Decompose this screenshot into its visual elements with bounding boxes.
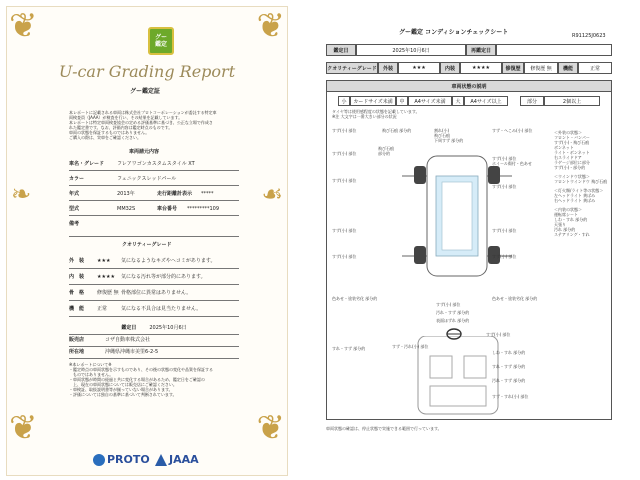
size-small-desc: カードサイズ未満 xyxy=(350,96,396,106)
side-note: すず(小)・飛び石痕 xyxy=(554,140,590,145)
row-label: 走行距離計表示 xyxy=(157,191,193,197)
notes xyxy=(69,362,213,397)
damage-callout: すず・すれ(小) 部位 xyxy=(492,394,529,399)
car-topview-diagram xyxy=(392,146,522,286)
damage-callout: すず・へこみ(小) 部位 xyxy=(492,128,533,133)
row-label: カラー xyxy=(69,176,85,182)
steering-wheel-icon xyxy=(446,326,462,342)
side-note: フロントウインドウ 飛び石痕 xyxy=(554,179,608,184)
intro-text xyxy=(69,110,249,140)
row-value: 2013年 xyxy=(117,191,135,197)
damage-callout: すず(小) 部位 xyxy=(332,151,357,156)
goo-badge-icon xyxy=(148,27,174,55)
damage-callout: すれ・すず 部分的 xyxy=(332,346,366,351)
proto-mark-icon xyxy=(93,454,105,466)
addr-label: 所在地 xyxy=(69,349,85,355)
damage-callout: すず(小) 部位 xyxy=(332,128,357,133)
side-note: 左ヘッドライト 黄ばみ xyxy=(554,193,596,198)
footer-note: 車両状態の確認は、停止状態で実施できる範囲で行っています。 xyxy=(326,426,442,431)
grade-stars: ★★★ xyxy=(97,257,111,264)
size-large-desc: A4サイズ以上 xyxy=(464,96,508,106)
damage-callout: すず(小) 部位 xyxy=(486,332,511,337)
side-note: ボンネット xyxy=(554,145,574,150)
intro-line: 本レポートに記載される車両は株式会社プロトコーポレーションが委託する特定車 xyxy=(69,110,217,115)
ext-value: ★★★ xyxy=(398,62,440,74)
corner-ornament-icon: ❦ xyxy=(256,408,285,448)
notes-title: ※本レポートについて※ xyxy=(69,362,112,367)
side-ornament-icon: ❧ xyxy=(11,180,32,208)
legend-note2: ※注 大文字は一番大きい部分の状況 xyxy=(332,114,397,119)
row-label: 車台番号 xyxy=(157,206,178,212)
damage-callout: しわ・すれ 部分的 xyxy=(492,350,526,355)
jaaa-mark-icon xyxy=(155,454,167,466)
manage-label: 再鑑定日 xyxy=(466,44,496,56)
damage-callout: 汚れ・すず 部分的 xyxy=(492,378,526,383)
row-value: MM32S xyxy=(117,205,136,212)
grade-label: 機 能 xyxy=(69,306,85,312)
intro-line: れた鑑定書です。なお、評価内容は鑑定時点のものです。 xyxy=(69,125,173,130)
row-value: *********109 xyxy=(187,205,220,212)
grade-desc: 気になる不具合は見当たりません。 xyxy=(121,306,202,312)
side-note: フロント・バンパー xyxy=(554,135,590,140)
grade-label: 内 装 xyxy=(69,274,85,280)
note-line: ものではありません。 xyxy=(69,372,114,377)
side-notes xyxy=(554,130,610,237)
row-label: 年式 xyxy=(69,191,80,197)
side-note: ＜ウインドウ状態＞ xyxy=(554,174,590,179)
func-label: 機能 xyxy=(558,62,578,74)
repair-label: 修復歴 xyxy=(502,62,524,74)
row-year xyxy=(69,187,239,201)
side-note: しわ・すれ 部分的 xyxy=(554,217,588,222)
grade-frame xyxy=(69,285,239,301)
damage-callout: すれ・すず 部分的 xyxy=(492,364,526,369)
side-note: ＜灯火類/ライト等の状態＞ xyxy=(554,188,604,193)
intro-line: 車両の状態を保証するものではありません。 xyxy=(69,130,150,135)
shop-value: コザ自動車株式会社 xyxy=(105,337,151,343)
size-small: 小 xyxy=(338,96,350,106)
sheet-title: グー鑑定 コンディションチェックシート xyxy=(399,29,509,36)
row-value: フェニックスレッドパール xyxy=(117,176,177,182)
size-medium-desc: A4サイズ未満 xyxy=(408,96,452,106)
badge-text: グー 鑑定 xyxy=(154,34,167,48)
date-value: 2025年10月6日 xyxy=(356,44,466,56)
side-note: 右スライドドア xyxy=(554,155,582,160)
grade-interior xyxy=(69,269,239,285)
grade-stars: ★★★★ xyxy=(97,273,115,280)
row-label: 型式 xyxy=(69,206,80,212)
note-line: ・鑑定時点の車両状態を示すものであり、その後の状態の変化や品質を保証する xyxy=(69,367,213,372)
cert-title: グー鑑定証 xyxy=(130,88,161,95)
repair-value: 修復歴 無 xyxy=(524,62,558,74)
shop-label: 販売店 xyxy=(69,337,85,343)
section-quality: クオリティーグレード xyxy=(122,242,172,248)
damage-callout: 色あせ・塗装劣化 部分的 xyxy=(332,296,378,301)
damage-callout: すず(小) 部位 xyxy=(332,178,357,183)
side-note: ラゲージ部位に部分 xyxy=(554,160,590,165)
row-value: フレアワゴンカスタムスタイル XT xyxy=(117,161,195,167)
grade-desc: 気になるようなキズやヘコミがあります。 xyxy=(121,258,216,264)
side-note: ライト・ボンネット xyxy=(554,150,590,155)
damage-callout: 割れ(小) 飛び石痕 下周すず 部分的 xyxy=(434,128,464,143)
grade-stars: 修復歴 無 xyxy=(97,290,119,296)
damage-callout: 表面ほずれ 部分的 xyxy=(436,318,470,323)
damage-callout: すず(小) 部位 xyxy=(332,254,357,259)
grade-desc: 骨格部位に異常はありません。 xyxy=(121,290,192,296)
row-label: 備考 xyxy=(69,221,80,227)
int-value: ★★★★ xyxy=(460,62,502,74)
size-large: 大 xyxy=(452,96,464,106)
size-medium: 中 xyxy=(396,96,408,106)
quality-label: クオリティーグレード xyxy=(326,62,378,74)
corner-ornament-icon: ❦ xyxy=(256,6,285,46)
jaaa-logo xyxy=(155,453,199,466)
cert-number: R91125J0623 xyxy=(572,33,606,39)
report-title: U-car Grading Report xyxy=(58,62,236,81)
side-note: 汚れ 部分的 xyxy=(554,227,576,232)
condition-sheet xyxy=(296,6,634,476)
side-note: 右ヘッドライト 黄ばみ xyxy=(554,198,596,203)
note-line: 上、現在の車両状態については販売店にご確認ください。 xyxy=(69,382,177,387)
row-model xyxy=(69,202,239,216)
damage-callout: すず(小) 部位 xyxy=(332,228,357,233)
manage-value xyxy=(496,44,612,56)
damage-callout: すず・汚れ(小) 部位 xyxy=(392,344,429,349)
note-line: ・評価については独自の基準に基づいて判断されています。 xyxy=(69,392,177,397)
row-color xyxy=(69,172,239,186)
side-note: 天張り xyxy=(554,222,566,227)
damage-callout: すず(小) 部位 xyxy=(492,254,517,259)
section-vehicle: 車両請元内容 xyxy=(129,149,160,155)
grade-stars: 正常 xyxy=(97,306,108,312)
damage-callout: 色あせ・塗装劣化 部分的 xyxy=(492,296,538,301)
damage-callout: 飛び石痕 部分的 xyxy=(378,146,394,156)
grade-desc: 気になる汚れ等が部分的にあります。 xyxy=(121,274,206,280)
addr-value: 沖縄県沖縄市美里6-2-5 xyxy=(105,349,159,355)
grade-label: 外 装 xyxy=(69,258,85,264)
damage-callout: すず(小) 部位 ホイール傷付・色あせ xyxy=(492,156,532,166)
side-note: ステアリング・すれ xyxy=(554,232,590,237)
grade-exterior xyxy=(69,253,239,269)
side-note: 運転席シート xyxy=(554,212,578,217)
date-label: 鑑定日 xyxy=(326,44,356,56)
row-label: 車名・グレード xyxy=(69,161,105,167)
damage-callout: 飛び石痕 部分的 xyxy=(382,128,412,133)
intro-line: ご購入の際は、実車をご確認ください。 xyxy=(69,135,141,140)
corner-ornament-icon: ❦ xyxy=(9,408,38,448)
side-note: すず(小)・部分的 xyxy=(554,165,586,170)
int-label: 内装 xyxy=(440,62,460,74)
date-label: 鑑定日 xyxy=(121,325,137,331)
legend-note: タイヤ等は使用感程度の状態を記載しています。 xyxy=(332,109,420,114)
jaaa-text: JAAA xyxy=(169,453,199,466)
side-ornament-icon: ☙ xyxy=(261,180,283,208)
damage-callout: すず(小) 部位 xyxy=(436,302,461,307)
damage-callout: 汚れ・すず 部分的 xyxy=(436,310,470,315)
size-partial: 部分 xyxy=(520,96,544,106)
proto-text: PROTO xyxy=(107,453,150,466)
grade-function xyxy=(69,301,239,317)
proto-logo xyxy=(93,453,150,466)
row-value: ***** xyxy=(201,190,214,197)
address-row xyxy=(69,345,239,359)
intro-line: 両検査員（JAAA）が検査を行い、その結果を記載しています。 xyxy=(69,115,183,120)
func-value: 正常 xyxy=(578,62,612,74)
corner-ornament-icon: ❦ xyxy=(9,6,38,46)
side-note: ＜外装の状態＞ xyxy=(554,130,582,135)
damage-callout: すず(小) 部位 xyxy=(492,228,517,233)
note-line: ・車検証、取扱説明書等が揃っていない場合があります。 xyxy=(69,387,173,392)
damage-callout: すず(小) 部位 xyxy=(492,184,517,189)
date-value: 2025年10月6日 xyxy=(149,325,187,331)
row-remarks xyxy=(69,217,239,237)
side-note: ＜内装の状態＞ xyxy=(554,207,582,212)
intro-line: 本レポートは特定車両検査協会の定める評価基準に基づき、公正な立場で作成さ xyxy=(69,120,213,125)
row-car-name xyxy=(69,157,239,171)
ext-label: 外装 xyxy=(378,62,398,74)
grade-label: 骨 格 xyxy=(69,290,85,296)
grading-certificate xyxy=(6,6,288,476)
condition-title: 車両状態の説明 xyxy=(326,80,612,92)
size-multiple: 2個以上 xyxy=(544,96,600,106)
note-line: ・車両状態が時間の経過と共に変化する場合があるため、鑑定日をご確認の xyxy=(69,377,205,382)
